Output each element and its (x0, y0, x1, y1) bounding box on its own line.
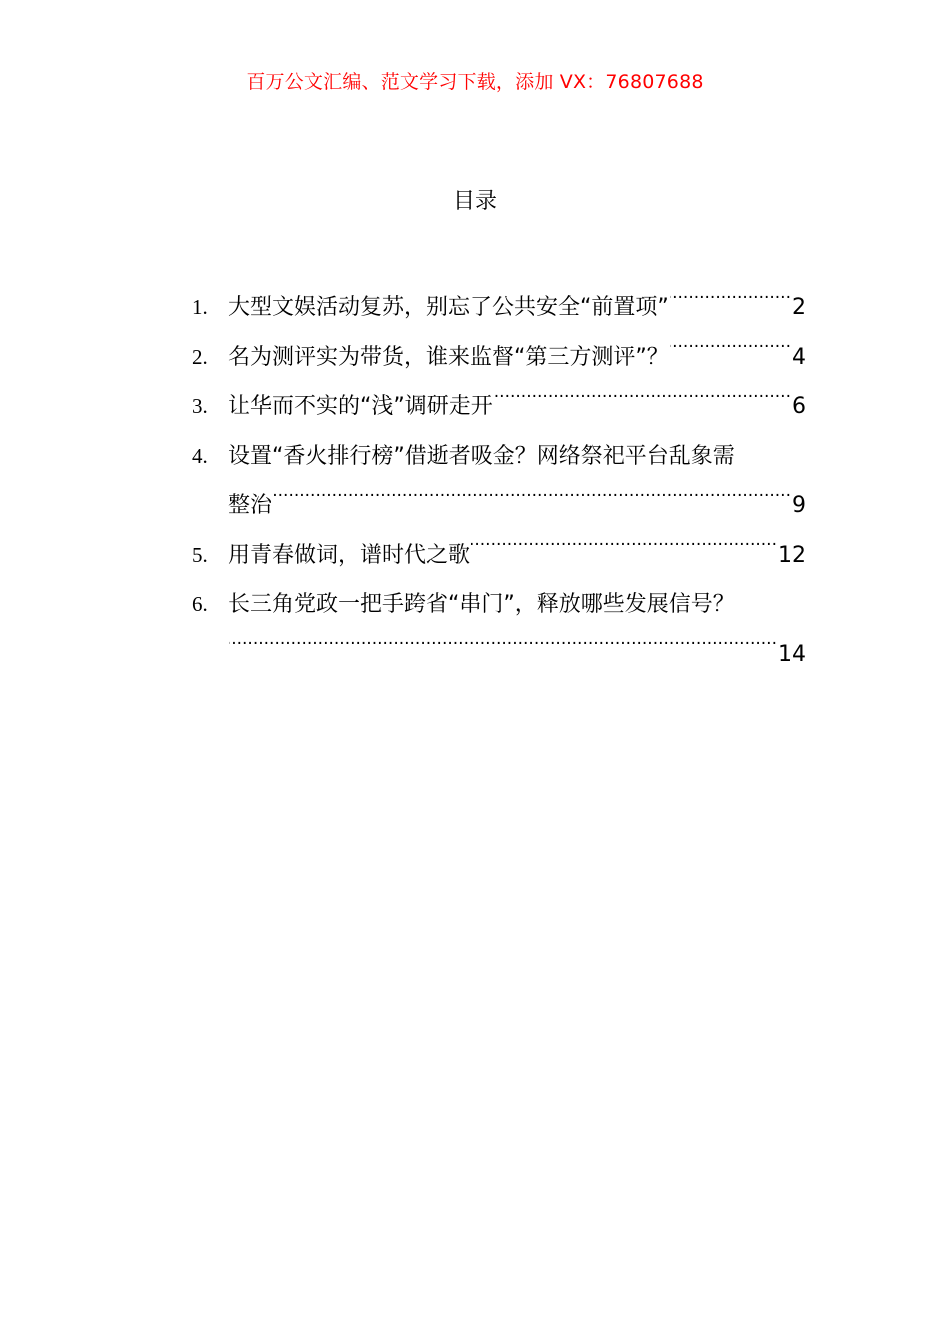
toc-entry-title: 长三角党政一把手跨省“串门”，释放哪些发展信号？ (228, 592, 735, 617)
toc-entry-page: 12 (778, 542, 806, 568)
header-note: 百万公文汇编、范文学习下载，添加 VX：76807688 (246, 71, 704, 93)
toc-entry-number: 6. (192, 592, 208, 616)
dot-leader (229, 639, 777, 661)
dot-leader (471, 540, 777, 562)
toc-entry-page: 2 (792, 295, 806, 320)
dot-leader (670, 342, 791, 364)
toc-entry-4[interactable] (192, 432, 806, 531)
toc-entry-5[interactable] (192, 531, 806, 581)
toc-entry-title: 名为测评实为带货，谁来监督“第三方测评”？ (228, 344, 669, 370)
toc-entry-number: 5. (192, 542, 208, 567)
toc-entry-6[interactable] (192, 580, 806, 679)
dot-leader (273, 490, 791, 512)
toc-entry-page: 9 (792, 493, 806, 518)
toc-entry-title: 用青春做词，谱时代之歌 (228, 542, 471, 568)
table-of-contents (192, 283, 806, 679)
dot-leader (670, 292, 791, 314)
toc-entry-number: 1. (192, 295, 208, 319)
toc-entry-1[interactable] (192, 283, 806, 333)
toc-entry-title: 大型文娱活动复苏，别忘了公共安全“前置项” (228, 295, 669, 320)
toc-entry-3[interactable] (192, 382, 806, 432)
toc-entry-title: 设置“香火排行榜”借逝者吸金？网络祭祀平台乱象需 (228, 443, 735, 469)
toc-entry-page: 14 (778, 641, 806, 667)
toc-entry-page: 4 (792, 344, 806, 370)
toc-entry-2[interactable] (192, 333, 806, 383)
toc-entry-title: 让华而不实的“浅”调研走开 (228, 394, 493, 419)
toc-entry-number: 2. (192, 344, 208, 369)
toc-title: 目录 (452, 189, 497, 214)
toc-entry-page: 6 (792, 394, 806, 419)
toc-entry-title-continued: 整治 (228, 493, 273, 518)
toc-entry-number: 4. (192, 443, 208, 468)
toc-entry-number: 3. (192, 394, 208, 418)
dot-leader (494, 391, 791, 413)
